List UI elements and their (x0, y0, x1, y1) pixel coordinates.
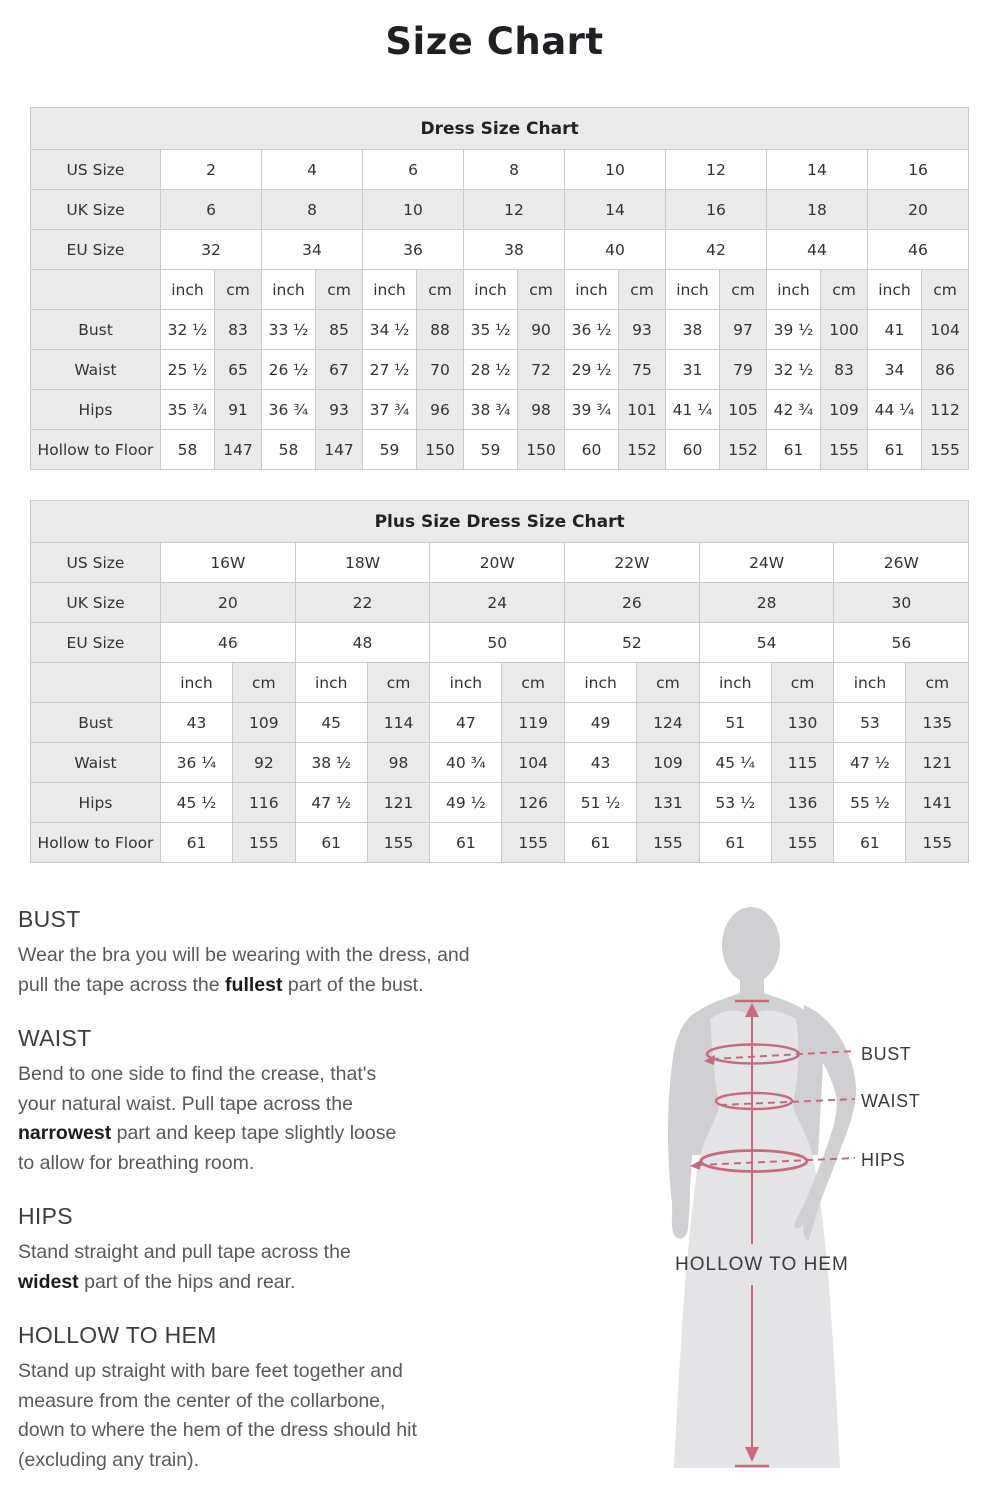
guide-text-segment: Bend to one side to find the crease, that's (18, 1063, 377, 1085)
unit-inch: inch (464, 270, 518, 310)
size-row-uk-size (31, 583, 969, 623)
row-label: EU Size (31, 623, 161, 663)
measuring-guide-section (0, 893, 989, 1496)
cm-value: 67 (316, 350, 363, 390)
cm-value: 114 (367, 703, 430, 743)
row-label: Hollow to Floor (31, 823, 161, 863)
dress-size-chart-table (30, 107, 969, 470)
cm-value: 121 (906, 743, 969, 783)
inch-value: 47 ½ (834, 743, 906, 783)
inch-value: 42 ¾ (767, 390, 821, 430)
size-value: 24W (699, 543, 834, 583)
cm-value: 90 (518, 310, 565, 350)
cm-value: 155 (637, 823, 700, 863)
cm-value: 135 (906, 703, 969, 743)
inch-value: 25 ½ (161, 350, 215, 390)
guide-heading-waist: WAIST (18, 1025, 92, 1051)
bust-label: BUST (861, 1044, 912, 1064)
cm-value: 136 (771, 783, 834, 823)
guide-text-segment: pull the tape across the (18, 973, 226, 996)
unit-inch: inch (262, 270, 316, 310)
unit-inch: inch (565, 663, 637, 703)
unit-inch: inch (161, 663, 233, 703)
cm-value: 152 (619, 430, 666, 470)
inch-value: 61 (834, 823, 906, 863)
table-title: Plus Size Dress Size Chart (31, 501, 969, 543)
inch-value: 40 ¾ (430, 743, 502, 783)
inch-value: 36 ½ (565, 310, 619, 350)
guide-text-segment: part and keep tape slightly loose (111, 1122, 397, 1144)
guide-heading-hips: HIPS (18, 1203, 73, 1229)
size-row-eu-size (31, 623, 969, 663)
inch-value: 36 ¾ (262, 390, 316, 430)
row-label: Hollow to Floor (31, 430, 161, 470)
cm-value: 155 (906, 823, 969, 863)
guide-paragraph (18, 1357, 608, 1475)
waist-label: WAIST (861, 1091, 921, 1111)
size-value: 30 (834, 583, 969, 623)
inch-value: 58 (262, 430, 316, 470)
size-value: 46 (868, 230, 969, 270)
size-value: 6 (161, 190, 262, 230)
cm-value: 126 (502, 783, 565, 823)
size-value: 20W (430, 543, 565, 583)
unit-cm: cm (906, 663, 969, 703)
inch-value: 26 ½ (262, 350, 316, 390)
inch-value: 61 (430, 823, 502, 863)
size-value: 22 (295, 583, 430, 623)
guide-heading-hollow-to-hem: HOLLOW TO HEM (18, 1322, 217, 1348)
size-value: 56 (834, 623, 969, 663)
inch-value: 43 (565, 743, 637, 783)
size-value: 4 (262, 150, 363, 190)
emphasized-word: narrowest (18, 1122, 112, 1144)
measuring-instructions (18, 905, 608, 1475)
size-value: 54 (699, 623, 834, 663)
cm-value: 150 (417, 430, 464, 470)
inch-value: 61 (767, 430, 821, 470)
unit-inch: inch (430, 663, 502, 703)
inch-value: 35 ½ (464, 310, 518, 350)
unit-cm: cm (922, 270, 969, 310)
row-label: Hips (31, 783, 161, 823)
measure-row-bust (31, 703, 969, 743)
inch-value: 28 ½ (464, 350, 518, 390)
cm-value: 147 (215, 430, 262, 470)
unit-cm: cm (367, 663, 430, 703)
guide-text-segment: your natural waist. Pull tape across the (18, 1092, 353, 1115)
inch-value: 60 (565, 430, 619, 470)
inch-value: 61 (565, 823, 637, 863)
size-value: 6 (363, 150, 464, 190)
inch-value: 32 ½ (161, 310, 215, 350)
cm-value: 98 (367, 743, 430, 783)
inch-value: 32 ½ (767, 350, 821, 390)
inch-value: 41 ¼ (666, 390, 720, 430)
cm-value: 130 (771, 703, 834, 743)
measurement-diagram (618, 893, 989, 1496)
inch-value: 43 (161, 703, 233, 743)
cm-value: 85 (316, 310, 363, 350)
size-value: 50 (430, 623, 565, 663)
measure-row-waist (31, 743, 969, 783)
inch-value: 47 ½ (295, 783, 367, 823)
size-value: 44 (767, 230, 868, 270)
size-value: 32 (161, 230, 262, 270)
size-value: 26W (834, 543, 969, 583)
inch-value: 44 ¼ (868, 390, 922, 430)
cm-value: 98 (518, 390, 565, 430)
unit-cm: cm (821, 270, 868, 310)
guide-paragraph (18, 941, 608, 1000)
size-value: 28 (699, 583, 834, 623)
size-value: 8 (262, 190, 363, 230)
row-label: UK Size (31, 583, 161, 623)
guide-text-segment: Stand up straight with bare feet together and (18, 1360, 403, 1382)
cm-value: 97 (720, 310, 767, 350)
table-title-row (31, 501, 969, 543)
inch-value: 51 (699, 703, 771, 743)
inch-value: 61 (868, 430, 922, 470)
measure-row-hollow-to-floor (31, 823, 969, 863)
inch-value: 45 ½ (161, 783, 233, 823)
inch-value: 39 ¾ (565, 390, 619, 430)
inch-value: 33 ½ (262, 310, 316, 350)
unit-cm: cm (417, 270, 464, 310)
size-value: 22W (565, 543, 700, 583)
size-value: 42 (666, 230, 767, 270)
size-value: 26 (565, 583, 700, 623)
cm-value: 121 (367, 783, 430, 823)
inch-value: 38 ½ (295, 743, 367, 783)
cm-value: 92 (233, 743, 296, 783)
size-value: 46 (161, 623, 296, 663)
unit-inch: inch (767, 270, 821, 310)
inch-value: 59 (464, 430, 518, 470)
size-value: 16W (161, 543, 296, 583)
inch-value: 35 ¾ (161, 390, 215, 430)
size-value: 18W (295, 543, 430, 583)
size-value: 48 (295, 623, 430, 663)
emphasized-word: fullest (225, 973, 283, 996)
size-value: 20 (868, 190, 969, 230)
size-value: 10 (565, 150, 666, 190)
measure-row-waist (31, 350, 969, 390)
size-value: 52 (565, 623, 700, 663)
measure-row-hips (31, 390, 969, 430)
row-label: Waist (31, 743, 161, 783)
unit-cm: cm (637, 663, 700, 703)
cm-value: 65 (215, 350, 262, 390)
cm-value: 101 (619, 390, 666, 430)
row-label-empty (31, 270, 161, 310)
unit-inch: inch (666, 270, 720, 310)
guide-text-segment: Stand straight and pull tape across the (18, 1241, 351, 1263)
cm-value: 83 (821, 350, 868, 390)
unit-header-row (31, 663, 969, 703)
inch-value: 60 (666, 430, 720, 470)
cm-value: 75 (619, 350, 666, 390)
cm-value: 131 (637, 783, 700, 823)
cm-value: 109 (637, 743, 700, 783)
row-label: Bust (31, 703, 161, 743)
guide-text-segment: part of the bust. (282, 973, 424, 996)
inch-value: 31 (666, 350, 720, 390)
hips-dash-arrow (690, 1160, 701, 1170)
cm-value: 93 (619, 310, 666, 350)
row-label: US Size (31, 150, 161, 190)
guide-paragraph (18, 1238, 608, 1297)
size-row-us-size (31, 543, 969, 583)
cm-value: 93 (316, 390, 363, 430)
inch-value: 39 ½ (767, 310, 821, 350)
cm-value: 141 (906, 783, 969, 823)
size-value: 16 (868, 150, 969, 190)
emphasized-word: widest (18, 1270, 79, 1293)
inch-value: 53 ½ (699, 783, 771, 823)
inch-value: 45 ¼ (699, 743, 771, 783)
unit-cm: cm (518, 270, 565, 310)
size-value: 36 (363, 230, 464, 270)
row-label: Hips (31, 390, 161, 430)
hips-label: HIPS (861, 1150, 906, 1170)
unit-inch: inch (161, 270, 215, 310)
guide-text-segment: Wear the bra you will be wearing with the dress, and (18, 944, 470, 966)
unit-inch: inch (363, 270, 417, 310)
cm-value: 152 (720, 430, 767, 470)
plus-size-dress-size-chart-table (30, 500, 969, 863)
unit-cm: cm (215, 270, 262, 310)
cm-value: 109 (821, 390, 868, 430)
cm-value: 124 (637, 703, 700, 743)
size-value: 38 (464, 230, 565, 270)
size-row-us-size (31, 150, 969, 190)
unit-cm: cm (720, 270, 767, 310)
size-value: 24 (430, 583, 565, 623)
size-value: 12 (464, 190, 565, 230)
cm-value: 109 (233, 703, 296, 743)
page-title: Size Chart (385, 20, 604, 63)
table-title: Dress Size Chart (31, 108, 969, 150)
guide-text-segment: measure from the center of the collarbone, (18, 1389, 386, 1412)
cm-value: 104 (922, 310, 969, 350)
cm-value: 150 (518, 430, 565, 470)
measure-row-bust (31, 310, 969, 350)
guide-text-segment: part of the hips and rear. (78, 1270, 296, 1293)
cm-value: 155 (821, 430, 868, 470)
inch-value: 58 (161, 430, 215, 470)
unit-inch: inch (834, 663, 906, 703)
inch-value: 27 ½ (363, 350, 417, 390)
inch-value: 36 ¼ (161, 743, 233, 783)
guide-heading-bust: BUST (18, 906, 81, 932)
size-value: 16 (666, 190, 767, 230)
guide-text-segment: to allow for breathing room. (18, 1151, 255, 1174)
cm-value: 155 (233, 823, 296, 863)
inch-value: 49 (565, 703, 637, 743)
size-value: 34 (262, 230, 363, 270)
inch-value: 41 (868, 310, 922, 350)
row-label: EU Size (31, 230, 161, 270)
unit-header-row (31, 270, 969, 310)
hollow-to-hem-label: HOLLOW TO HEM (675, 1254, 849, 1275)
size-value: 8 (464, 150, 565, 190)
size-value: 18 (767, 190, 868, 230)
inch-value: 51 ½ (565, 783, 637, 823)
measure-row-hips (31, 783, 969, 823)
size-value: 14 (767, 150, 868, 190)
cm-value: 155 (771, 823, 834, 863)
unit-cm: cm (233, 663, 296, 703)
inch-value: 53 (834, 703, 906, 743)
inch-value: 38 ¾ (464, 390, 518, 430)
cm-value: 104 (502, 743, 565, 783)
row-label: US Size (31, 543, 161, 583)
inch-value: 61 (161, 823, 233, 863)
inch-value: 29 ½ (565, 350, 619, 390)
row-label: Bust (31, 310, 161, 350)
cm-value: 88 (417, 310, 464, 350)
table-title-row (31, 108, 969, 150)
cm-value: 72 (518, 350, 565, 390)
inch-value: 34 (868, 350, 922, 390)
size-value: 12 (666, 150, 767, 190)
inch-value: 59 (363, 430, 417, 470)
unit-inch: inch (868, 270, 922, 310)
size-value: 20 (161, 583, 296, 623)
unit-inch: inch (699, 663, 771, 703)
row-label: Waist (31, 350, 161, 390)
size-value: 40 (565, 230, 666, 270)
inch-value: 34 ½ (363, 310, 417, 350)
row-label-empty (31, 663, 161, 703)
size-value: 2 (161, 150, 262, 190)
inch-value: 55 ½ (834, 783, 906, 823)
cm-value: 79 (720, 350, 767, 390)
guide-paragraph (18, 1060, 608, 1178)
unit-cm: cm (316, 270, 363, 310)
size-value: 10 (363, 190, 464, 230)
cm-value: 155 (502, 823, 565, 863)
cm-value: 115 (771, 743, 834, 783)
row-label: UK Size (31, 190, 161, 230)
inch-value: 47 (430, 703, 502, 743)
cm-value: 83 (215, 310, 262, 350)
cm-value: 105 (720, 390, 767, 430)
measure-row-hollow-to-floor (31, 430, 969, 470)
inch-value: 38 (666, 310, 720, 350)
cm-value: 147 (316, 430, 363, 470)
guide-text-segment: (excluding any train). (18, 1448, 200, 1471)
unit-inch: inch (295, 663, 367, 703)
unit-cm: cm (502, 663, 565, 703)
cm-value: 116 (233, 783, 296, 823)
inch-value: 45 (295, 703, 367, 743)
cm-value: 155 (922, 430, 969, 470)
inch-value: 37 ¾ (363, 390, 417, 430)
size-row-uk-size (31, 190, 969, 230)
inch-value: 61 (295, 823, 367, 863)
cm-value: 155 (367, 823, 430, 863)
unit-cm: cm (771, 663, 834, 703)
cm-value: 100 (821, 310, 868, 350)
unit-inch: inch (565, 270, 619, 310)
inch-value: 49 ½ (430, 783, 502, 823)
cm-value: 112 (922, 390, 969, 430)
size-value: 14 (565, 190, 666, 230)
cm-value: 86 (922, 350, 969, 390)
cm-value: 96 (417, 390, 464, 430)
guide-text-segment: down to where the hem of the dress should hit (18, 1419, 417, 1441)
cm-value: 119 (502, 703, 565, 743)
inch-value: 61 (699, 823, 771, 863)
cm-value: 91 (215, 390, 262, 430)
cm-value: 70 (417, 350, 464, 390)
unit-cm: cm (619, 270, 666, 310)
size-row-eu-size (31, 230, 969, 270)
